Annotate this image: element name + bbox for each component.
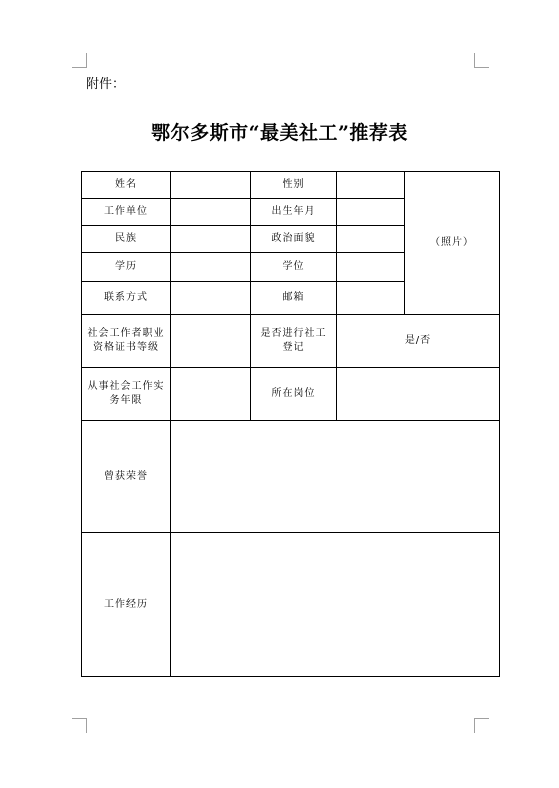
label-work-years (82, 368, 171, 421)
field-work-unit[interactable] (171, 199, 251, 226)
crop-mark-bottom-left (72, 718, 87, 733)
label-birth: 出生年月 (251, 199, 337, 226)
field-registered[interactable]: 是/否 (337, 315, 500, 368)
field-email[interactable] (337, 282, 405, 315)
crop-mark-top-right (474, 53, 489, 68)
field-position[interactable] (337, 368, 500, 421)
label-certificate-level (82, 315, 171, 368)
label-awards: 曾获荣誉 (82, 421, 171, 533)
field-birth[interactable] (337, 199, 405, 226)
field-education[interactable] (171, 253, 251, 282)
label-experience: 工作经历 (82, 533, 171, 677)
label-certificate-line2: 资格证书等级 (93, 342, 159, 353)
label-registered-line1: 是否进行社工 (260, 328, 327, 339)
label-work-years-line1: 从事社会工作实 (87, 381, 165, 392)
page-title: 鄂尔多斯市“最美社工”推荐表 (151, 122, 408, 144)
label-work-years-line2: 务年限 (109, 395, 143, 406)
photo-placeholder: （照片） (430, 237, 474, 248)
label-registered (251, 315, 337, 368)
label-name: 姓名 (82, 172, 171, 199)
field-political-status[interactable] (337, 226, 405, 253)
attachment-label: 附件： (86, 77, 126, 92)
label-work-unit: 工作单位 (82, 199, 171, 226)
label-political-status: 政治面貌 (251, 226, 337, 253)
label-education: 学历 (82, 253, 171, 282)
field-degree[interactable] (337, 253, 405, 282)
field-contact[interactable] (171, 282, 251, 315)
label-ethnicity: 民族 (82, 226, 171, 253)
field-ethnicity[interactable] (171, 226, 251, 253)
label-registered-line2: 登记 (282, 342, 305, 353)
label-gender: 性别 (251, 172, 337, 199)
crop-mark-top-left (72, 53, 87, 68)
field-awards[interactable] (171, 421, 500, 533)
field-work-years[interactable] (171, 368, 251, 421)
photo-box[interactable] (405, 172, 500, 315)
field-experience[interactable] (171, 533, 500, 677)
label-degree: 学位 (251, 253, 337, 282)
recommendation-form (81, 171, 500, 677)
label-certificate-line1: 社会工作者职业 (87, 328, 165, 339)
field-name[interactable] (171, 172, 251, 199)
label-email: 邮箱 (251, 282, 337, 315)
crop-mark-bottom-right (474, 718, 489, 733)
label-contact: 联系方式 (82, 282, 171, 315)
field-gender[interactable] (337, 172, 405, 199)
label-position: 所在岗位 (251, 368, 337, 421)
field-certificate-level[interactable] (171, 315, 251, 368)
